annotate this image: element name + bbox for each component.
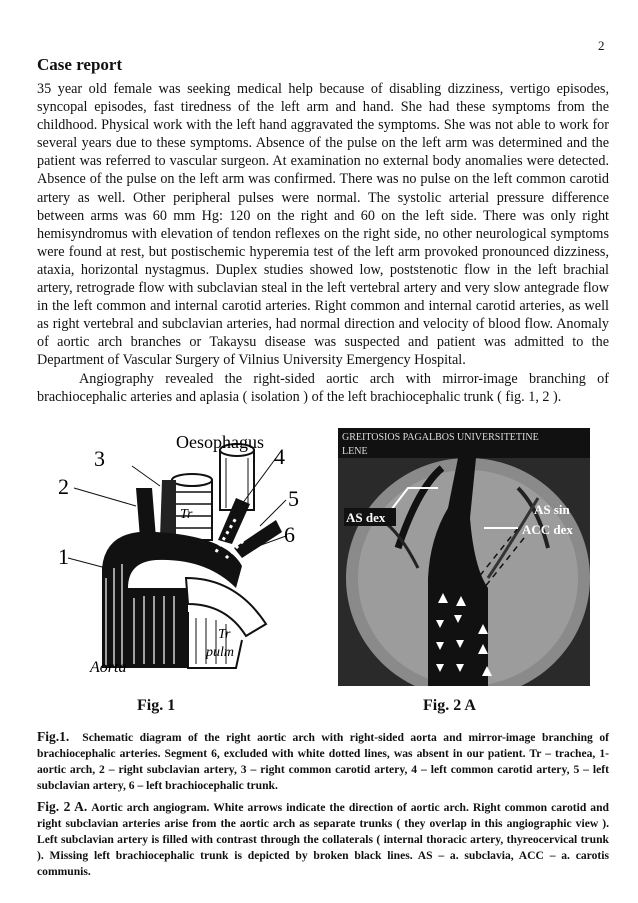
figure-2a-angiogram <box>338 428 590 686</box>
page-number: 2 <box>598 38 605 53</box>
diagram-number-3: 3 <box>94 446 105 471</box>
caption-2-head: Fig. 2 A. <box>37 799 88 814</box>
aortic-arch-diagram <box>36 428 326 690</box>
paragraph-case-description: 35 year old female was seeking medical help because of disabling dizziness, vertigo episodes, syncopal episodes, fast tiredness of the left arm and hand. She had these symptoms from the childhood. Physical work with the left hand aggravated the symptoms. She was not able to work for several years due to these symptoms. Absence of the pulse on the left arm was determined and the patient was referred to vascular surgeon. At examination no external body anomalies were detected. Absence of the pulse on the left arm was confirmed. There was no pulse on the left common carotid artery as well. Other peripheral pulses were normal. The systolic arterial pressure difference between arms was 60 mm Hg: 120 on the right and 60 on the left side. There was only right hemisyndromus with elevation of tendon reflexes on the right side, no other neurological symptoms were found at rest, but postischemic hyperemia test of the left arm provoked pronounced dizziness, ataxia, horizontal nystagmus. Duplex studies showed low, poststenotic flow in the left brachial artery, retrograde flow with subclavian steal in the left vertebral artery and very slow antegrade flow in the left common and internal carotid arteries. Right common and internal carotid arteries, as well as right vertebral and subclavian arteries, had normal direction and velocity of blood flow. Anomaly of aortic arch branches or Takaysu disease was suspected and patient was admitted to the Department of Vascular Surgery of Vilnius University Emergency Hospital. <box>37 81 609 369</box>
angiogram-banner-line-2: LENE <box>342 446 368 457</box>
paragraph-angiography: Angiography revealed the right-sided aortic arch with mirror-image branching of brachiocephalic arteries and aplasia ( isolation ) of the left brachiocephalic trunk ( fig. 1, 2 ). <box>37 370 609 405</box>
oesophagus-label: Oesophagus <box>176 432 264 452</box>
figure-1-diagram <box>36 428 326 690</box>
diagram-number-4: 4 <box>274 444 285 469</box>
caption-1-text: Schematic diagram of the right aortic arch with right-sided aorta and mirror-image branching of brachiocephalic arteries. Segment 6, excluded with white dotted lines, was absent in our patient. Tr – trachea, 1- aortic arch, 2 – right subclavian artery, 3 – right common carotid artery, 4 – left common carotid artery, 5 – left subclavian artery, 6 – left brachiocephalic trunk. <box>37 731 610 792</box>
caption-2-text: Aortic arch angiogram. White arrows indicate the direction of aortic arch. Right common carotid and right subclavian arteries arise from the aortic arch as separate trunks ( they overlap in this angiographic view ). Left subclavian artery is filled with contrast through the collaterals ( internal thoracic artery, thyreocervical trunk ). Missing left brachiocephalic trunk is depicted by broken black lines. AS – a. subclavia, ACC – a. carotis communis. <box>37 801 610 878</box>
trachea-label: Tr <box>180 507 193 522</box>
figure-2a-label: Fig. 2 A <box>423 697 476 714</box>
diagram-number-5: 5 <box>288 486 299 511</box>
diagram-number-2: 2 <box>58 474 69 499</box>
acc-dex-label: ACC dex <box>522 522 573 537</box>
tr-pulm-label-1: Tr <box>218 627 231 642</box>
body-text <box>37 80 609 406</box>
diagram-number-1: 1 <box>58 544 69 569</box>
aorta-label: Aorta <box>90 659 127 676</box>
figure-2a-caption <box>37 799 609 880</box>
as-dex-label: AS dex <box>346 510 386 525</box>
diagram-number-6: 6 <box>284 522 295 547</box>
as-sin-label: AS sin <box>534 502 570 517</box>
figure-1-caption <box>37 729 609 794</box>
angiogram-banner-line-1: GREITOSIOS PAGALBOS UNIVERSITETINE <box>342 432 539 443</box>
figure-1-label: Fig. 1 <box>137 697 176 714</box>
section-heading: Case report <box>37 55 123 74</box>
angiogram-image <box>338 428 590 686</box>
tr-pulm-label-2: pulm <box>206 645 234 660</box>
caption-1-head: Fig.1. <box>37 729 70 744</box>
